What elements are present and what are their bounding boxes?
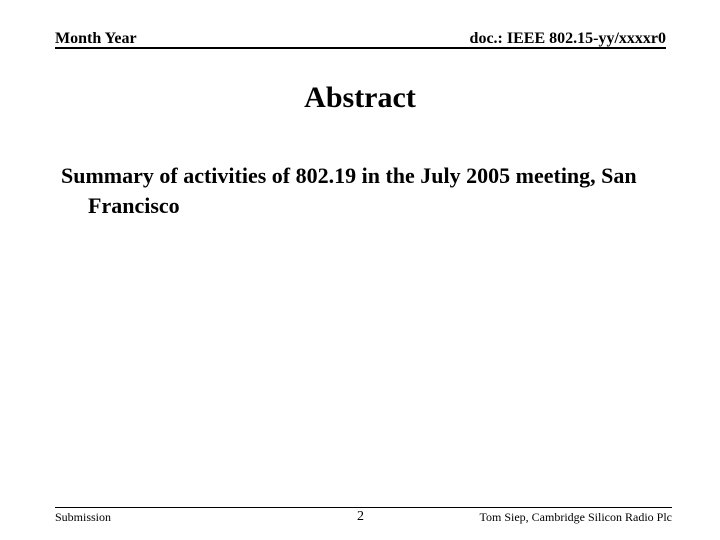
footer-divider [55,507,672,508]
header-divider [55,47,666,49]
slide-title: Abstract [304,81,416,114]
header-doc-id: doc.: IEEE 802.15-yy/xxxxr0 [469,30,666,47]
footer-author: Tom Siep, Cambridge Silicon Radio Plc [479,510,672,524]
footer-page-number: 2 [357,509,364,524]
slide-body-text: Summary of activities of 802.19 in the July 2005 meeting, San Francisco [61,163,637,218]
header-date: Month Year [55,30,137,47]
footer-submission: Submission [55,510,112,524]
